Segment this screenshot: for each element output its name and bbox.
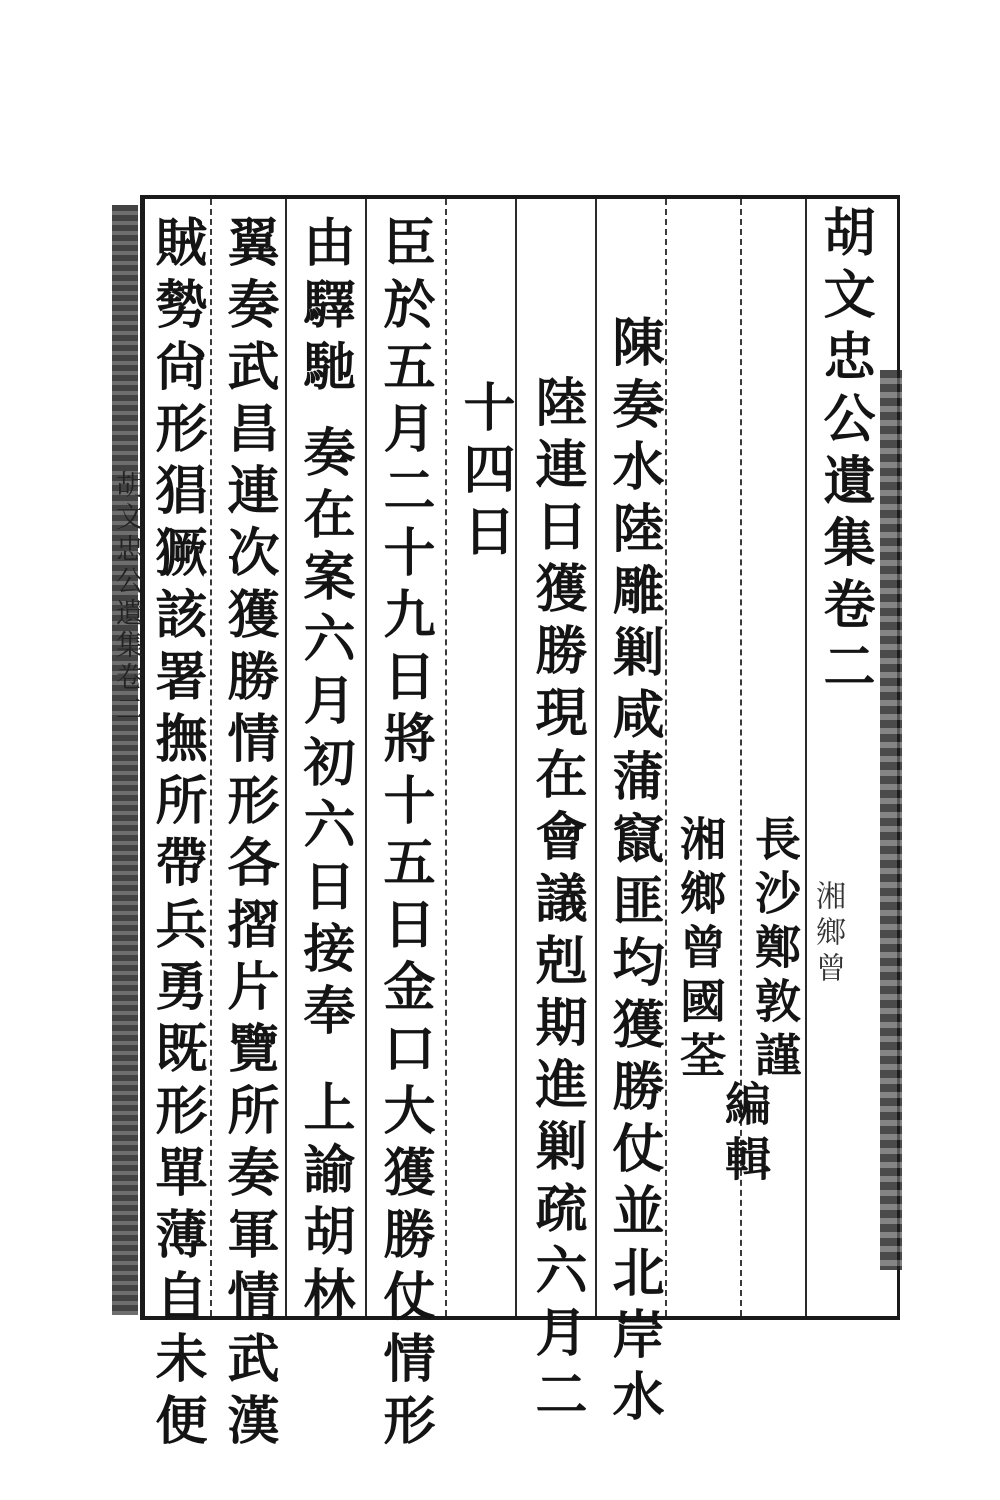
body-line-1: 臣於五月二十九日將十五日金口大獲勝仗情形	[374, 215, 435, 1455]
right-edge-strip	[880, 370, 902, 1270]
right-edge-text: 湘鄉曾	[810, 880, 845, 988]
body-line-2a: 由驛馳	[294, 215, 355, 401]
column-rule	[445, 199, 447, 1316]
body-line-2b: 奏在案六月初六日接奉	[294, 425, 355, 1045]
compiler-name: 長沙鄭敦謹	[748, 815, 802, 1085]
memorial-title-line-2: 陸連日獲勝現在會議剋期進剿疏六月二	[526, 375, 587, 1429]
column-rule	[595, 199, 597, 1316]
column-rule	[210, 199, 212, 1316]
column-rule	[365, 199, 367, 1316]
column-rule	[515, 199, 517, 1316]
column-rule	[805, 199, 807, 1316]
volume-title: 胡文忠公遺集卷二	[814, 205, 875, 701]
column-rule	[665, 199, 667, 1316]
column-rule	[285, 199, 287, 1316]
compiler-role: 編	[718, 1080, 772, 1134]
block-heart-text: 胡文忠公遺集卷二	[112, 470, 145, 726]
body-line-2c: 上諭胡林	[294, 1080, 355, 1328]
editor-role: 輯	[718, 1135, 772, 1189]
memorial-date: 十四日	[454, 380, 515, 566]
body-line-3: 翼奏武昌連次獲勝情形各摺片覽所奏軍情武漢	[218, 215, 279, 1455]
body-line-4: 賊勢尙形猖獗該署撫所帶兵勇既形單薄自未便	[146, 215, 207, 1455]
memorial-title-line-1: 陳奏水陸雕剿咸蒲竄匪均獲勝仗並北岸水	[603, 315, 664, 1431]
editor-name: 湘鄉曾國荃	[673, 815, 727, 1085]
block-heart-strip	[112, 205, 138, 1315]
